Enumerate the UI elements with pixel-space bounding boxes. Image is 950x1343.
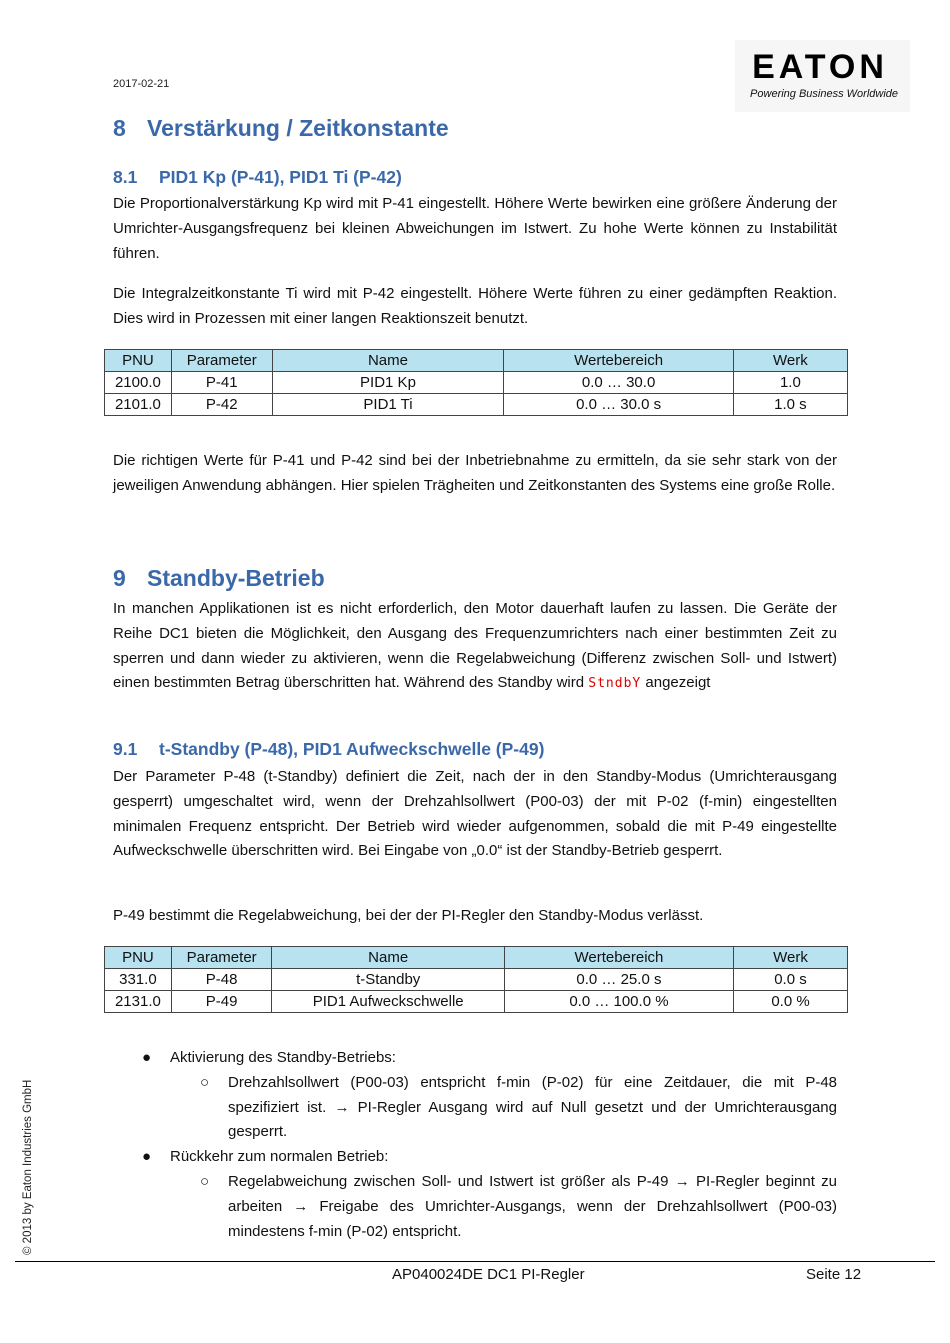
table-cell: 2131.0 <box>105 991 172 1013</box>
standby-bullet-list <box>140 1046 837 1244</box>
table-cell: P-42 <box>171 394 272 416</box>
table-cell: 0.0 s <box>733 969 847 991</box>
bullet-dot-icon: ● <box>142 1049 152 1066</box>
table-cell: 0.0 … 100.0 % <box>504 991 733 1013</box>
bullet-dot-icon: ● <box>142 1148 152 1166</box>
logo-wordmark: EATON <box>752 48 888 86</box>
table-header-row <box>105 947 848 969</box>
paragraph-t-standby: Der Parameter P-48 (t-Standby) definiert die Zeit, nach der in den Standby-Modus (Umrichterausgang gesperrt) umgeschaltet wird, wenn der Drehzahlsollwert (P00-03) der mit P-02 (f-min) eingestellten minimalen Frequenz entspricht. Der Betrieb wird wieder aufgenommen, sobald die mit P-49 eingestellte Aufweckschwelle überschritten wird. Bei Eingabe von „0.0“ ist der Standby-Betrieb gesperrt. <box>113 768 837 860</box>
parameter-table-pid <box>104 349 848 416</box>
column-header: Werk <box>733 350 847 372</box>
column-header: Name <box>272 947 504 969</box>
bullet-circle-icon: ○ <box>200 1172 210 1190</box>
table-cell: 1.0 s <box>733 394 847 416</box>
list-subitem <box>140 1170 837 1244</box>
section-9-heading <box>113 565 325 592</box>
section-8-heading <box>113 115 449 142</box>
column-header: PNU <box>105 947 172 969</box>
table-cell: 0.0 % <box>733 991 847 1013</box>
paragraph-p49: P-49 bestimmt die Regelabweichung, bei der der PI-Regler den Standby-Modus verlässt. <box>113 907 704 924</box>
list-item <box>140 1145 837 1170</box>
footer-page-number: Seite 12 <box>806 1266 862 1283</box>
standby-intro-tail: angezeigt <box>641 674 711 692</box>
table-row <box>105 394 848 416</box>
list-subitem <box>140 1071 837 1145</box>
parameter-table-standby <box>104 946 848 1013</box>
list-subitem-text: Regelabweichung zwischen Soll- und Istwert ist größer als P-49 → PI-Regler beginnt zu arbeiten → Freigabe des Umrichter-Ausgangs, wenn der Drehzahlsollwert (P00-03) mindestens f-min (P-02) entspricht. <box>228 1172 837 1240</box>
table-cell: 2101.0 <box>105 394 172 416</box>
list-subitem-text: Drehzahlsollwert (P00-03) entspricht f-min (P-02) für eine Zeitdauer, die mit P-48 spezifiziert ist. → PI-Regler Ausgang wird auf Null gesetzt und der Umrichterausgang gesperrt. <box>228 1073 837 1141</box>
footer-divider <box>15 1261 935 1262</box>
table-cell: 1.0 <box>733 372 847 394</box>
column-header: Wertebereich <box>504 947 733 969</box>
subsection-title: t-Standby (P-48), PID1 Aufweckschwelle (P-49) <box>159 739 545 759</box>
list-item-text: Aktivierung des Standby-Betriebs: <box>170 1049 396 1066</box>
table-cell: 0.0 … 30.0 s <box>504 394 733 416</box>
column-header: Parameter <box>171 947 272 969</box>
table-cell: t-Standby <box>272 969 504 991</box>
table-cell: 2100.0 <box>105 372 172 394</box>
paragraph-kp: Die Proportionalverstärkung Kp wird mit P-41 eingestellt. Höhere Werte bewirken eine größere Änderung der Umrichter-Ausgangsfrequenz bei kleinen Abweichungen im Istwert. Zu hohe Werte können zu Instabilität führen. <box>113 195 837 262</box>
table-cell: 331.0 <box>105 969 172 991</box>
table-row <box>105 372 848 394</box>
table-cell: 0.0 … 25.0 s <box>504 969 733 991</box>
document-date: 2017-02-21 <box>113 78 170 90</box>
list-item <box>140 1046 837 1071</box>
standby-intro-text: In manchen Applikationen ist es nicht erforderlich, den Motor dauerhaft laufen zu lassen. Die Geräte der Reihe DC1 bieten die Möglichkeit, den Ausgang des Frequenzumrichters nach einer bestimmten Zeit zu sperren und dann wieder zu aktivieren, wenn die Regelabweichung (Differenz zwischen Soll- und Istwert) einen bestimmten Betrag überschritten hat. Während des Standby wird <box>113 600 837 692</box>
table-cell: 0.0 … 30.0 <box>504 372 733 394</box>
section-number: 8 <box>113 115 126 141</box>
column-header: Parameter <box>171 350 272 372</box>
table-row <box>105 969 848 991</box>
section-8-1-heading <box>113 167 402 188</box>
paragraph-ti: Die Integralzeitkonstante Ti wird mit P-42 eingestellt. Höhere Werte führen zu einer gedämpften Reaktion. Dies wird in Prozessen mit einer langen Reaktionszeit benutzt. <box>113 285 837 327</box>
subsection-number: 9.1 <box>113 739 138 759</box>
copyright-notice: © 2013 by Eaton Industries GmbH <box>22 1079 34 1255</box>
column-header: PNU <box>105 350 172 372</box>
table-cell: PID1 Kp <box>272 372 504 394</box>
section-title: Standby-Betrieb <box>147 565 325 591</box>
table-cell: P-41 <box>171 372 272 394</box>
table-cell: PID1 Ti <box>272 394 504 416</box>
table-row <box>105 991 848 1013</box>
section-9-1-heading <box>113 739 544 760</box>
section-title: Verstärkung / Zeitkonstante <box>147 115 449 141</box>
column-header: Name <box>272 350 504 372</box>
section-number: 9 <box>113 565 126 591</box>
column-header: Wertebereich <box>504 350 733 372</box>
column-header: Werk <box>733 947 847 969</box>
paragraph-commissioning: Die richtigen Werte für P-41 und P-42 sind bei der Inbetriebnahme zu ermitteln, da sie sehr stark von der jeweiligen Anwendung abhängen. Hier spielen Trägheiten und Zeitkonstanten des Systems eine große Rolle. <box>113 452 837 494</box>
subsection-number: 8.1 <box>113 167 138 187</box>
list-item-text: Rückkehr zum normalen Betrieb: <box>170 1148 389 1166</box>
table-cell: P-48 <box>171 969 272 991</box>
paragraph-standby-intro <box>113 597 837 697</box>
subsection-title: PID1 Kp (P-41), PID1 Ti (P-42) <box>159 167 402 187</box>
footer-document-title: AP040024DE DC1 PI-Regler <box>392 1266 585 1283</box>
standby-display-text: StndbY <box>588 676 642 692</box>
bullet-circle-icon: ○ <box>200 1073 210 1091</box>
eaton-logo <box>735 40 910 112</box>
logo-tagline: Powering Business Worldwide <box>750 88 898 100</box>
table-cell: P-49 <box>171 991 272 1013</box>
table-cell: PID1 Aufweckschwelle <box>272 991 504 1013</box>
table-header-row <box>105 350 848 372</box>
